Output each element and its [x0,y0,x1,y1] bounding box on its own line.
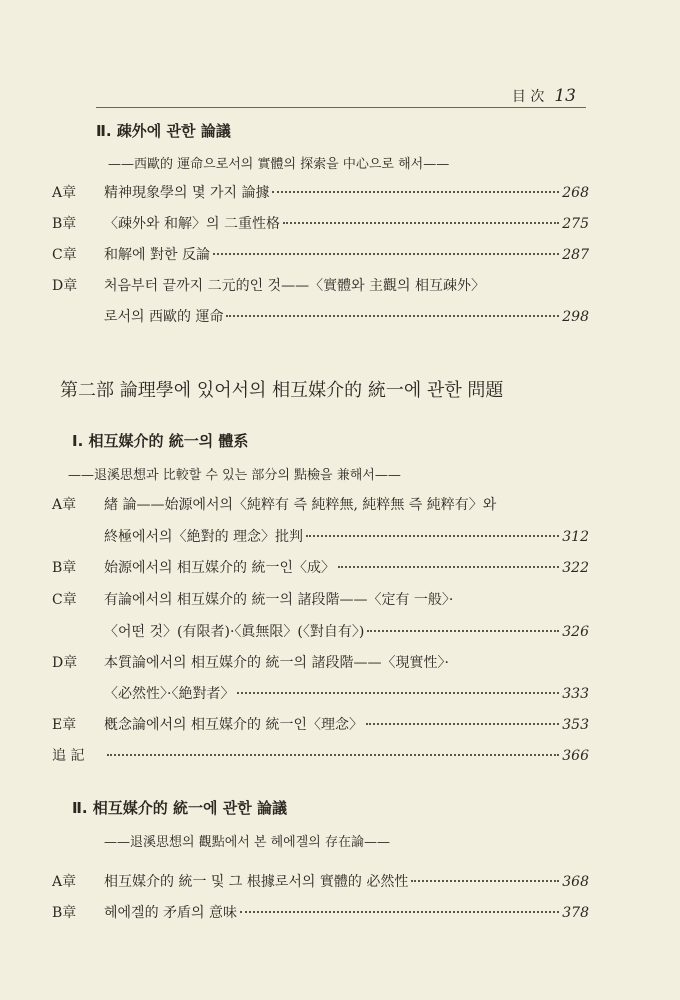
toc-entry [52,589,589,611]
toc-entry [52,182,589,204]
section-heading: Ⅱ. 相互媒介的 統一에 관한 論議 [72,799,287,817]
entry-page: 326 [562,624,589,640]
entry-page: 353 [562,717,589,733]
toc-entry [52,275,589,297]
page-header [512,86,576,106]
chapter-label: B章 [52,560,77,576]
entry-title: 〈어떤 것〉(有限者)·〈眞無限〉(〈對自有〉) [104,624,365,640]
dot-leader [240,911,559,913]
section-subtitle: ——西歐的 運命으로서의 實體의 探索을 中心으로 해서—— [108,157,450,172]
toc-entry [52,652,589,674]
chapter-label: A章 [52,185,77,201]
dot-leader [338,566,559,568]
chapter-label: D章 [52,278,78,294]
chapter-label: D章 [52,655,78,671]
dot-leader [213,253,559,255]
entry-page: 368 [562,874,589,890]
page-number: 13 [554,86,576,106]
entry-title: 로서의 西歐的 運命 [104,309,224,325]
entry-title: 緖 論——始源에서의〈純粹有 즉 純粹無, 純粹無 즉 純粹有〉와 [104,497,497,513]
section-heading: Ⅰ. 相互媒介的 統一의 體系 [72,432,249,450]
dot-leader [367,630,559,632]
entry-page: 275 [562,216,589,232]
section-heading: Ⅱ. 疎外에 관한 論議 [96,122,231,140]
entry-page: 333 [562,686,589,702]
toc-entry [52,871,589,893]
chapter-label: C章 [52,592,77,608]
section-subtitle: ——退溪思想의 觀點에서 본 헤에겔의 存在論—— [104,835,390,850]
chapter-label: A章 [52,497,77,513]
dot-leader [272,191,559,193]
chapter-label: 追 記 [52,748,85,764]
entry-page: 268 [562,185,589,201]
dot-leader [226,315,559,317]
entry-page: 287 [562,247,589,263]
entry-page: 298 [562,309,589,325]
dot-leader [306,535,559,537]
toc-entry [52,557,589,579]
chapter-label: E章 [52,717,77,733]
entry-title: 和解에 對한 反論 [104,247,210,263]
toc-entry-continued [104,526,589,548]
toc-entry [52,714,589,736]
entry-title: 〈疎外와 和解〉의 二重性格 [104,216,280,232]
entry-title: 始源에서의 相互媒介的 統一인〈成〉 [104,560,335,576]
chapter-label: A章 [52,874,77,890]
entry-title: 終極에서의〈絶對的 理念〉批判 [104,529,304,545]
dot-leader [107,754,559,756]
chapter-label: B章 [52,216,77,232]
part-heading: 第二部 論理學에 있어서의 相互媒介的 統一에 관한 問題 [60,380,504,401]
toc-entry [52,902,589,924]
entry-title: 有論에서의 相互媒介的 統一의 諸段階——〈定有 一般〉· [104,592,454,608]
entry-page: 378 [562,905,589,921]
dot-leader [237,692,559,694]
entry-title: 相互媒介的 統一 및 그 根據로서의 實體的 必然性 [104,874,409,890]
toc-entry-continued [104,621,589,643]
header-rule [96,107,586,108]
entry-title: 처음부터 끝까지 二元的인 것——〈實體와 主觀의 相互疎外〉 [104,278,486,294]
chapter-label: C章 [52,247,77,263]
chapter-label: B章 [52,905,77,921]
entry-page: 312 [562,529,589,545]
entry-page: 322 [562,560,589,576]
entry-title: 本質論에서의 相互媒介的 統一의 諸段階——〈現實性〉· [104,655,449,671]
toc-entry-continued [104,683,589,705]
entry-title: 精神現象學의 몇 가지 論據 [104,185,270,201]
dot-leader [411,880,559,882]
toc-entry [52,213,589,235]
dot-leader [283,222,559,224]
entry-title: 〈必然性〉·〈絶對者〉 [104,686,235,702]
toc-entry [52,494,589,516]
toc-entry [52,244,589,266]
section-subtitle: ——退溪思想과 比較할 수 있는 部分의 點檢을 兼해서—— [68,468,401,483]
entry-title: 헤에겔的 矛盾의 意味 [104,905,237,921]
entry-title: 槪念論에서의 相互媒介的 統一인〈理念〉 [104,717,363,733]
header-label: 目 次 [511,89,545,105]
toc-entry [52,745,589,767]
dot-leader [366,723,559,725]
toc-entry-continued [104,306,589,328]
entry-page: 366 [562,748,589,764]
